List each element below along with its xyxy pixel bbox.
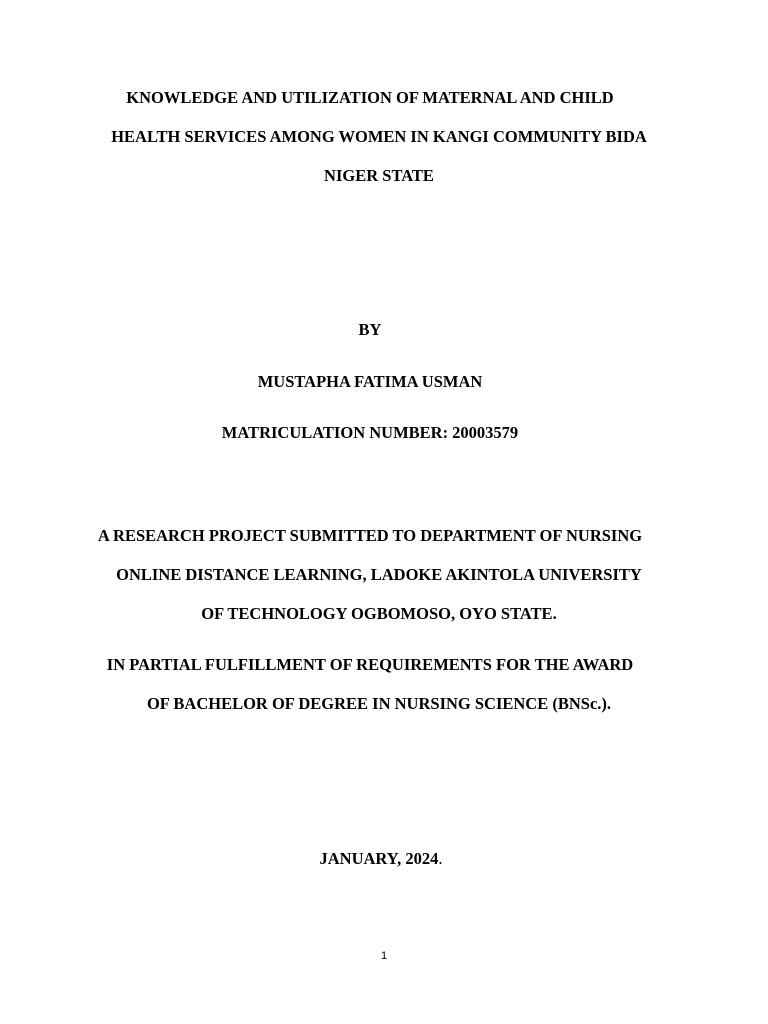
page-number: 1 bbox=[380, 950, 388, 962]
title-line-2: HEALTH SERVICES AMONG WOMEN IN KANGI COMMUNITY BIDA bbox=[111, 127, 647, 146]
fulfillment-line-2: OF BACHELOR OF DEGREE IN NURSING SCIENCE (BNSc.). bbox=[146, 694, 612, 713]
submission-line-2: ONLINE DISTANCE LEARNING, LADOKE AKINTOLA UNIVERSITY bbox=[116, 565, 642, 584]
date-text: JANUARY, 2024 bbox=[319, 849, 439, 868]
submission-date bbox=[0, 849, 765, 869]
author-name: MUSTAPHA FATIMA USMAN bbox=[257, 372, 483, 391]
title-line-3: NIGER STATE bbox=[324, 166, 434, 185]
by-label: BY bbox=[358, 320, 382, 339]
submission-line-1: A RESEARCH PROJECT SUBMITTED TO DEPARTMENT OF NURSING bbox=[97, 526, 643, 545]
matriculation-number: MATRICULATION NUMBER: 20003579 bbox=[221, 423, 519, 442]
title-line-1: KNOWLEDGE AND UTILIZATION OF MATERNAL AND CHILD bbox=[126, 88, 614, 107]
date-trailing-period: . bbox=[438, 849, 443, 868]
submission-line-3: OF TECHNOLOGY OGBOMOSO, OYO STATE. bbox=[201, 604, 557, 623]
fulfillment-line-1: IN PARTIAL FULFILLMENT OF REQUIREMENTS FOR THE AWARD bbox=[106, 655, 634, 674]
